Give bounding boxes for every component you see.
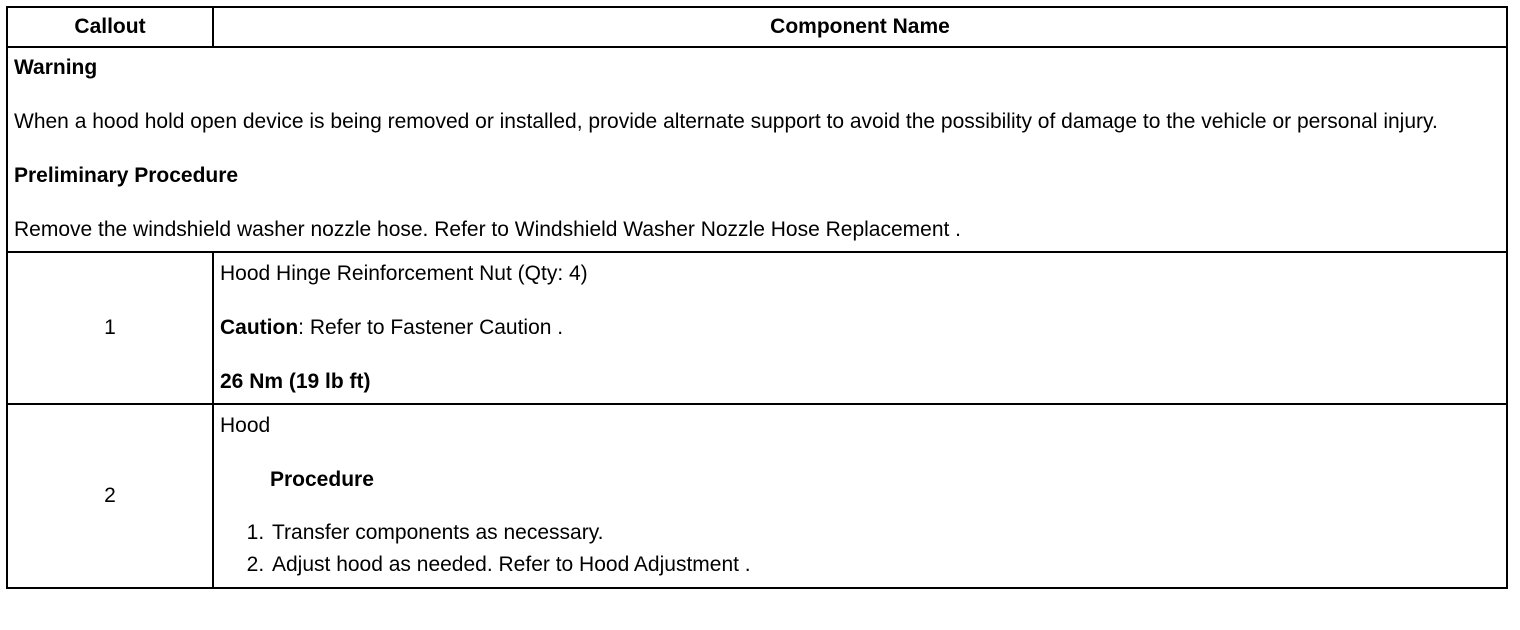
torque-spec: 26 Nm (19 lb ft)	[220, 370, 371, 393]
component-cell	[213, 404, 1507, 588]
component-table	[6, 6, 1508, 589]
intro-row	[7, 47, 1507, 252]
list-item: 1. Transfer components as necessary.	[270, 517, 1500, 549]
procedure-title: Procedure	[270, 468, 374, 491]
preliminary-procedure-title: Preliminary Procedure	[14, 164, 239, 187]
callout-number: 2	[7, 404, 213, 588]
component-name: Hood	[220, 414, 271, 437]
procedure-steps	[220, 517, 1500, 581]
caution-note	[220, 313, 1500, 343]
component-name: Hood Hinge Reinforcement Nut (Qty: 4)	[220, 262, 588, 285]
header-row	[7, 7, 1507, 47]
caution-text: : Refer to Fastener Caution .	[298, 316, 564, 339]
intro-cell	[7, 47, 1507, 252]
list-item: 2. Adjust hood as needed. Refer to Hood Adjustment .	[270, 549, 1500, 581]
table-row	[7, 404, 1507, 588]
table-row	[7, 252, 1507, 404]
preliminary-procedure-text: Remove the windshield washer nozzle hose. Refer to Windshield Washer Nozzle Hose Replacement .	[14, 218, 961, 241]
component-cell	[213, 252, 1507, 404]
warning-title: Warning	[14, 56, 98, 79]
callout-number: 1	[7, 252, 213, 404]
caution-label: Caution	[220, 316, 299, 339]
callout-header: Callout	[7, 7, 213, 47]
warning-text: When a hood hold open device is being removed or installed, provide alternate support to avoid the possibility of damage to the vehicle or personal injury.	[14, 110, 1438, 133]
component-name-header: Component Name	[213, 7, 1507, 47]
